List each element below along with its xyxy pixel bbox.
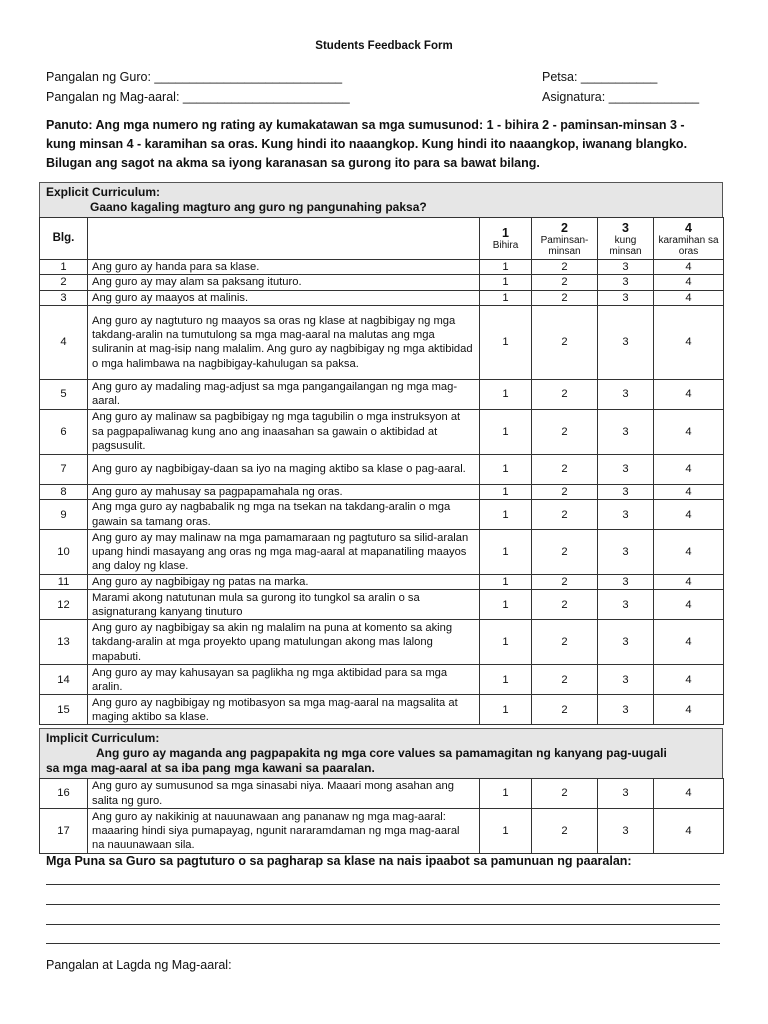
- implicit-question-line2: sa mga mag-aaral at sa iba pang mga kawani sa paaralan.: [46, 761, 375, 775]
- rating-option-3[interactable]: 3: [598, 575, 654, 590]
- blg-header: Blg.: [40, 218, 88, 260]
- table-row: [40, 409, 724, 454]
- rating-option-1[interactable]: 1: [480, 260, 532, 275]
- rating-option-3[interactable]: 3: [598, 484, 654, 499]
- rating-option-4[interactable]: 4: [654, 695, 724, 725]
- rating-option-4[interactable]: 4: [654, 484, 724, 499]
- explicit-heading: Explicit Curriculum:: [46, 185, 161, 199]
- item-statement: Ang guro ay madaling mag-adjust sa mga pangangailangan ng mga mag-aaral.: [88, 379, 480, 409]
- rating-1-header: 1 Bihira: [480, 218, 532, 260]
- date-field[interactable]: Petsa: ___________: [542, 70, 658, 84]
- rating-option-2[interactable]: 2: [532, 809, 598, 854]
- rating-option-3[interactable]: 3: [598, 500, 654, 530]
- rating-option-2[interactable]: 2: [532, 379, 598, 409]
- table-row: [40, 379, 724, 409]
- rating-option-4[interactable]: 4: [654, 779, 724, 809]
- item-statement: Ang guro ay may malinaw na mga pamamaraan ng pagtuturo sa silid-aralan upang hindi masayang ang oras ng mga mag-aaral at mapanatiling maayos ang daloy ng klase.: [88, 530, 480, 575]
- item-statement: Ang guro ay malinaw sa pagbibigay ng mga tagubilin o mga instruksyon at sa pagpapaliwanag kung ano ang inaasahan sa gawain o aktibidad at pagsusulit.: [88, 409, 480, 454]
- item-number: 9: [40, 500, 88, 530]
- rating-option-4[interactable]: 4: [654, 665, 724, 695]
- statement-header: [88, 218, 480, 260]
- subject-field[interactable]: Asignatura: _____________: [542, 90, 700, 104]
- rating-option-1[interactable]: 1: [480, 409, 532, 454]
- table-row: [40, 809, 724, 854]
- rating-option-1[interactable]: 1: [480, 779, 532, 809]
- rating-option-4[interactable]: 4: [654, 530, 724, 575]
- item-statement: Ang guro ay nagbibigay ng patas na marka.: [88, 575, 480, 590]
- explicit-curriculum-header: [39, 182, 723, 217]
- rating-option-2[interactable]: 2: [532, 530, 598, 575]
- item-number: 16: [40, 779, 88, 809]
- rating-option-1[interactable]: 1: [480, 379, 532, 409]
- rating-option-1[interactable]: 1: [480, 454, 532, 484]
- rating-option-2[interactable]: 2: [532, 484, 598, 499]
- item-statement: Ang guro ay nagbibigay-daan sa iyo na maging aktibo sa klase o pag-aaral.: [88, 454, 480, 484]
- item-statement: Ang guro ay nakikinig at nauunawaan ang pananaw ng mga mag-aaral: maaaring hindi siya pumapayag, ngunit nararamdaman ng mga mag-aaral na nauunawaan sila.: [88, 809, 480, 854]
- comment-line[interactable]: [46, 884, 720, 885]
- table-row: [40, 484, 724, 499]
- implicit-curriculum-section: [39, 728, 723, 854]
- implicit-rating-table: [39, 778, 724, 854]
- rating-option-4[interactable]: 4: [654, 809, 724, 854]
- rating-option-1[interactable]: 1: [480, 530, 532, 575]
- rating-option-2[interactable]: 2: [532, 500, 598, 530]
- rating-option-2[interactable]: 2: [532, 665, 598, 695]
- instructions-line: Panuto: Ang mga numero ng rating ay kumakatawan sa mga sumusunod: 1 - bihira 2 - paminsan-minsan 3 -: [46, 118, 685, 132]
- table-row: [40, 275, 724, 290]
- item-number: 5: [40, 379, 88, 409]
- rating-option-1[interactable]: 1: [480, 305, 532, 379]
- implicit-curriculum-header: [39, 728, 723, 778]
- rating-option-3[interactable]: 3: [598, 620, 654, 665]
- table-header-row: [40, 218, 724, 260]
- item-number: 7: [40, 454, 88, 484]
- rating-3-header: 3 kung minsan: [598, 218, 654, 260]
- rating-option-3[interactable]: 3: [598, 454, 654, 484]
- explicit-curriculum-section: [39, 182, 723, 725]
- table-row: [40, 620, 724, 665]
- rating-option-3[interactable]: 3: [598, 590, 654, 620]
- item-number: 2: [40, 275, 88, 290]
- rating-option-4[interactable]: 4: [654, 590, 724, 620]
- rating-option-4[interactable]: 4: [654, 454, 724, 484]
- rating-option-3[interactable]: 3: [598, 379, 654, 409]
- comment-line[interactable]: [46, 943, 720, 944]
- rating-option-2[interactable]: 2: [532, 409, 598, 454]
- rating-option-2[interactable]: 2: [532, 779, 598, 809]
- item-number: 10: [40, 530, 88, 575]
- rating-option-1[interactable]: 1: [480, 575, 532, 590]
- rating-option-4[interactable]: 4: [654, 305, 724, 379]
- item-number: 8: [40, 484, 88, 499]
- rating-option-4[interactable]: 4: [654, 290, 724, 305]
- item-statement: Ang guro ay nagtuturo ng maayos sa oras ng klase at nagbibigay ng mga takdang-aralin na tumutulong sa mga mag-aaral na malutas ang mga suliranin at mag-isip nang malalim. Ang guro ay nagbibigay ng mga aktibidad o mga halimbawa na nagbibigay-kahulugan sa paksa.: [88, 305, 480, 379]
- table-row: [40, 454, 724, 484]
- rating-option-1[interactable]: 1: [480, 290, 532, 305]
- table-row: [40, 695, 724, 725]
- rating-option-4[interactable]: 4: [654, 275, 724, 290]
- rating-option-1[interactable]: 1: [480, 500, 532, 530]
- item-number: 6: [40, 409, 88, 454]
- rating-4-header: 4 karamihan sa oras: [654, 218, 724, 260]
- item-statement: Ang guro ay handa para sa klase.: [88, 260, 480, 275]
- rating-option-2[interactable]: 2: [532, 290, 598, 305]
- rating-option-4[interactable]: 4: [654, 500, 724, 530]
- rating-option-3[interactable]: 3: [598, 275, 654, 290]
- rating-option-2[interactable]: 2: [532, 454, 598, 484]
- rating-option-3[interactable]: 3: [598, 409, 654, 454]
- rating-option-2[interactable]: 2: [532, 275, 598, 290]
- table-row: [40, 260, 724, 275]
- item-statement: Ang guro ay nagbibigay sa akin ng malalim na puna at komento sa aking takdang-aralin at mga proyekto upang matulungan akong mas lalong mapabuti.: [88, 620, 480, 665]
- signature-label[interactable]: Pangalan at Lagda ng Mag-aaral:: [46, 958, 232, 972]
- rating-option-2[interactable]: 2: [532, 590, 598, 620]
- item-statement: Ang guro ay may kahusayan sa paglikha ng mga aktibidad para sa mga aralin.: [88, 665, 480, 695]
- rating-option-3[interactable]: 3: [598, 695, 654, 725]
- comment-line[interactable]: [46, 904, 720, 905]
- rating-option-2[interactable]: 2: [532, 575, 598, 590]
- item-statement: Ang guro ay nagbibigay ng motibasyon sa mga mag-aaral na magsalita at maging aktibo sa klase.: [88, 695, 480, 725]
- instructions-line: kung minsan 4 - karamihan sa oras. Kung hindi ito naaangkop. Kung hindi ito naaangkop, iwanang blangko.: [46, 137, 688, 151]
- rating-option-1[interactable]: 1: [480, 665, 532, 695]
- rating-option-3[interactable]: 3: [598, 809, 654, 854]
- item-number: 13: [40, 620, 88, 665]
- explicit-rating-table: [39, 217, 724, 725]
- item-number: 3: [40, 290, 88, 305]
- rating-option-3[interactable]: 3: [598, 530, 654, 575]
- rating-option-1[interactable]: 1: [480, 590, 532, 620]
- item-number: 15: [40, 695, 88, 725]
- comment-line[interactable]: [46, 924, 720, 925]
- rating-option-1[interactable]: 1: [480, 275, 532, 290]
- rating-option-4[interactable]: 4: [654, 260, 724, 275]
- rating-option-4[interactable]: 4: [654, 575, 724, 590]
- item-number: 4: [40, 305, 88, 379]
- item-number: 1: [40, 260, 88, 275]
- instructions: [46, 116, 726, 173]
- explicit-question: Gaano kagaling magturo ang guro ng pangunahing paksa?: [90, 200, 427, 214]
- teacher-name-field[interactable]: Pangalan ng Guro: ___________________________: [46, 70, 343, 84]
- table-row: [40, 500, 724, 530]
- table-row: [40, 290, 724, 305]
- rating-option-3[interactable]: 3: [598, 305, 654, 379]
- rating-option-2[interactable]: 2: [532, 620, 598, 665]
- table-row: [40, 575, 724, 590]
- table-row: [40, 779, 724, 809]
- item-statement: Ang guro ay mahusay sa pagpapamahala ng oras.: [88, 484, 480, 499]
- rating-option-3[interactable]: 3: [598, 260, 654, 275]
- item-statement: Ang guro ay sumusunod sa mga sinasabi niya. Maaari mong asahan ang salita ng guro.: [88, 779, 480, 809]
- rating-option-4[interactable]: 4: [654, 379, 724, 409]
- item-number: 11: [40, 575, 88, 590]
- item-number: 12: [40, 590, 88, 620]
- table-row: [40, 590, 724, 620]
- rating-option-4[interactable]: 4: [654, 620, 724, 665]
- rating-option-4[interactable]: 4: [654, 409, 724, 454]
- implicit-heading: Implicit Curriculum:: [46, 731, 160, 745]
- rating-option-3[interactable]: 3: [598, 779, 654, 809]
- comments-label: Mga Puna sa Guro sa pagtuturo o sa pagharap sa klase na nais ipaabot sa pamunuan ng paaralan:: [46, 854, 632, 868]
- table-row: [40, 305, 724, 379]
- rating-option-3[interactable]: 3: [598, 290, 654, 305]
- item-statement: Marami akong natutunan mula sa gurong ito tungkol sa aralin o sa asignaturang kanyang tinuturo: [88, 590, 480, 620]
- instructions-line: Bilugan ang sagot na akma sa iyong karanasan sa gurong ito para sa bawat bilang.: [46, 156, 540, 170]
- rating-option-3[interactable]: 3: [598, 665, 654, 695]
- rating-option-2[interactable]: 2: [532, 695, 598, 725]
- rating-2-header: 2 Paminsan-minsan: [532, 218, 598, 260]
- item-statement: Ang guro ay may alam sa paksang ituturo.: [88, 275, 480, 290]
- table-row: [40, 665, 724, 695]
- item-statement: Ang guro ay maayos at malinis.: [88, 290, 480, 305]
- item-statement: Ang mga guro ay nagbabalik ng mga na tsekan na takdang-aralin o mga gawain sa tamang oras.: [88, 500, 480, 530]
- rating-option-2[interactable]: 2: [532, 260, 598, 275]
- rating-option-1[interactable]: 1: [480, 484, 532, 499]
- item-number: 14: [40, 665, 88, 695]
- rating-option-1[interactable]: 1: [480, 809, 532, 854]
- rating-option-1[interactable]: 1: [480, 695, 532, 725]
- rating-option-1[interactable]: 1: [480, 620, 532, 665]
- form-title: Students Feedback Form: [315, 40, 453, 52]
- student-name-field[interactable]: Pangalan ng Mag-aaral: ________________________: [46, 90, 350, 104]
- rating-option-2[interactable]: 2: [532, 305, 598, 379]
- item-number: 17: [40, 809, 88, 854]
- implicit-question-line1: Ang guro ay maganda ang pagpapakita ng mga core values sa pamamagitan ng kanyang pag-uugali: [96, 746, 667, 760]
- table-row: [40, 530, 724, 575]
